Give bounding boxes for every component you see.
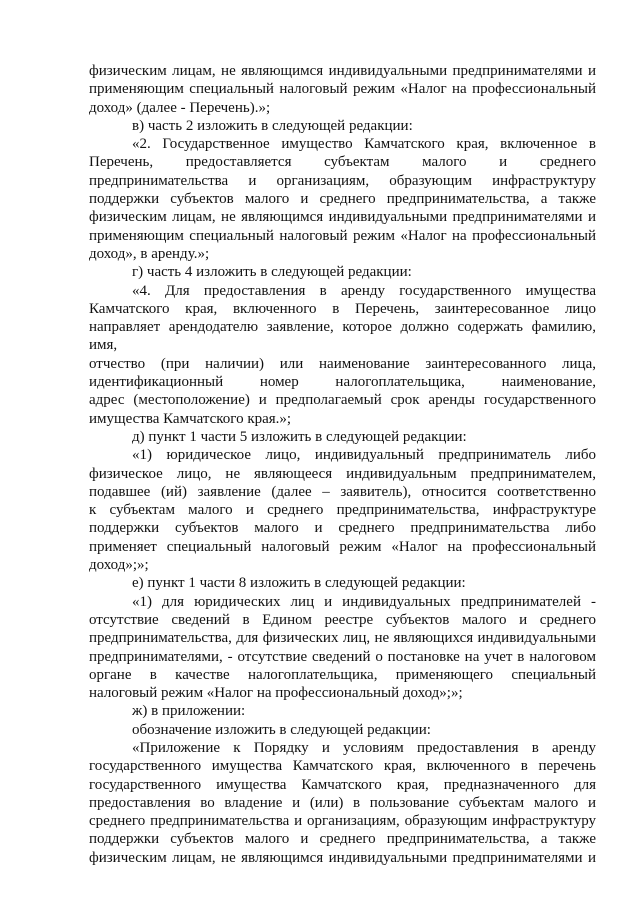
document-line: в) часть 2 изложить в следующей редакции: — [132, 117, 413, 134]
document-line: среднего предпринимательства и организациям, образующим инфраструктуру — [89, 813, 596, 830]
document-line: имя, — [89, 337, 118, 354]
document-line: отсутствие сведений в Едином реестре субъектов малого и среднего — [89, 611, 596, 628]
document-line: имущества Камчатского края.»; — [89, 410, 292, 427]
document-line: «1) юридическое лицо, индивидуальный предприниматель либо — [132, 447, 596, 464]
document-line: «Приложение к Порядку и условиям предоставления в аренду — [132, 739, 596, 756]
document-line: г) часть 4 изложить в следующей редакции: — [132, 264, 412, 281]
document-line: отчество (при наличии) или наименование заинтересованного лица, — [89, 355, 596, 372]
document-line: доход», в аренду.»; — [89, 245, 210, 262]
document-line: адрес (местоположение) и предполагаемый срок аренды государственного — [89, 392, 596, 409]
document-line: физическим лицам, не являющимся индивидуальными предпринимателями и — [89, 63, 596, 79]
document-line: к субъектам малого и среднего предпринимательства, инфраструктуре — [89, 502, 596, 519]
document-line: идентификационный номер налогоплательщика, наименование, — [89, 374, 596, 391]
document-body — [89, 62, 596, 867]
document-line: поддержки субъектов малого и среднего предпринимательства либо — [89, 520, 596, 537]
document-line: предоставления во владение и (или) в пользование субъектам малого и — [89, 794, 596, 811]
document-line: направляет арендодателю заявление, которое должно содержать фамилию, — [89, 319, 596, 336]
document-line: Перечень, предоставляется субъектам малого и среднего — [89, 154, 596, 171]
document-line: физическим лицам, не являющимся индивидуальными предпринимателями и — [89, 849, 596, 866]
document-line: предпринимательства и организациям, образующим инфраструктуру — [89, 172, 596, 189]
document-line: поддержки субъектов малого и среднего предпринимательства, а также — [89, 191, 596, 208]
document-line: Камчатского края, включенного в Перечень, заинтересованное лицо — [89, 300, 596, 317]
document-line: е) пункт 1 части 8 изложить в следующей редакции: — [132, 575, 466, 592]
document-line: предпринимательства, для физических лиц, не являющихся индивидуальными — [89, 630, 596, 647]
document-line: налоговый режим «Налог на профессиональный доход»;»; — [89, 685, 463, 702]
document-line: государственного имущества Камчатского края, включенного в перечень — [89, 758, 596, 775]
document-line: органе в качестве налогоплательщика, применяющего специальный — [89, 666, 596, 683]
document-line: «4. Для предоставления в аренду государственного имущества — [132, 282, 596, 299]
document-line: физическое лицо, не являющееся индивидуальным предпринимателем, — [89, 465, 596, 482]
document-line: применяющим специальный налоговый режим «Налог на профессиональный — [89, 81, 596, 98]
document-line: «1) для юридических лиц и индивидуальных предпринимателей - — [132, 593, 596, 610]
document-line: применяющим специальный налоговый режим «Налог на профессиональный — [89, 227, 596, 244]
document-line: «2. Государственное имущество Камчатского края, включенное в — [132, 136, 596, 153]
document-line: подавшее (ий) заявление (далее – заявитель), относится соответственно — [89, 483, 596, 500]
document-line: доход» (далее - Перечень).»; — [89, 99, 271, 116]
document-line: государственного имущества Камчатского края, предназначенного для — [89, 776, 596, 793]
document-line: ж) в приложении: — [132, 703, 246, 720]
document-line: д) пункт 1 части 5 изложить в следующей редакции: — [132, 428, 467, 445]
document-line: физическим лицам, не являющимся индивидуальными предпринимателями и — [89, 209, 596, 226]
document-line: доход»;»; — [89, 557, 149, 574]
document-line: поддержки субъектов малого и среднего предпринимательства, а также — [89, 831, 596, 848]
document-line: применяет специальный налоговый режим «Налог на профессиональный — [89, 538, 596, 555]
document-line: предпринимателями, - отсутствие сведений о постановке на учет в налоговом — [89, 648, 596, 665]
document-line: обозначение изложить в следующей редакции: — [132, 721, 431, 738]
